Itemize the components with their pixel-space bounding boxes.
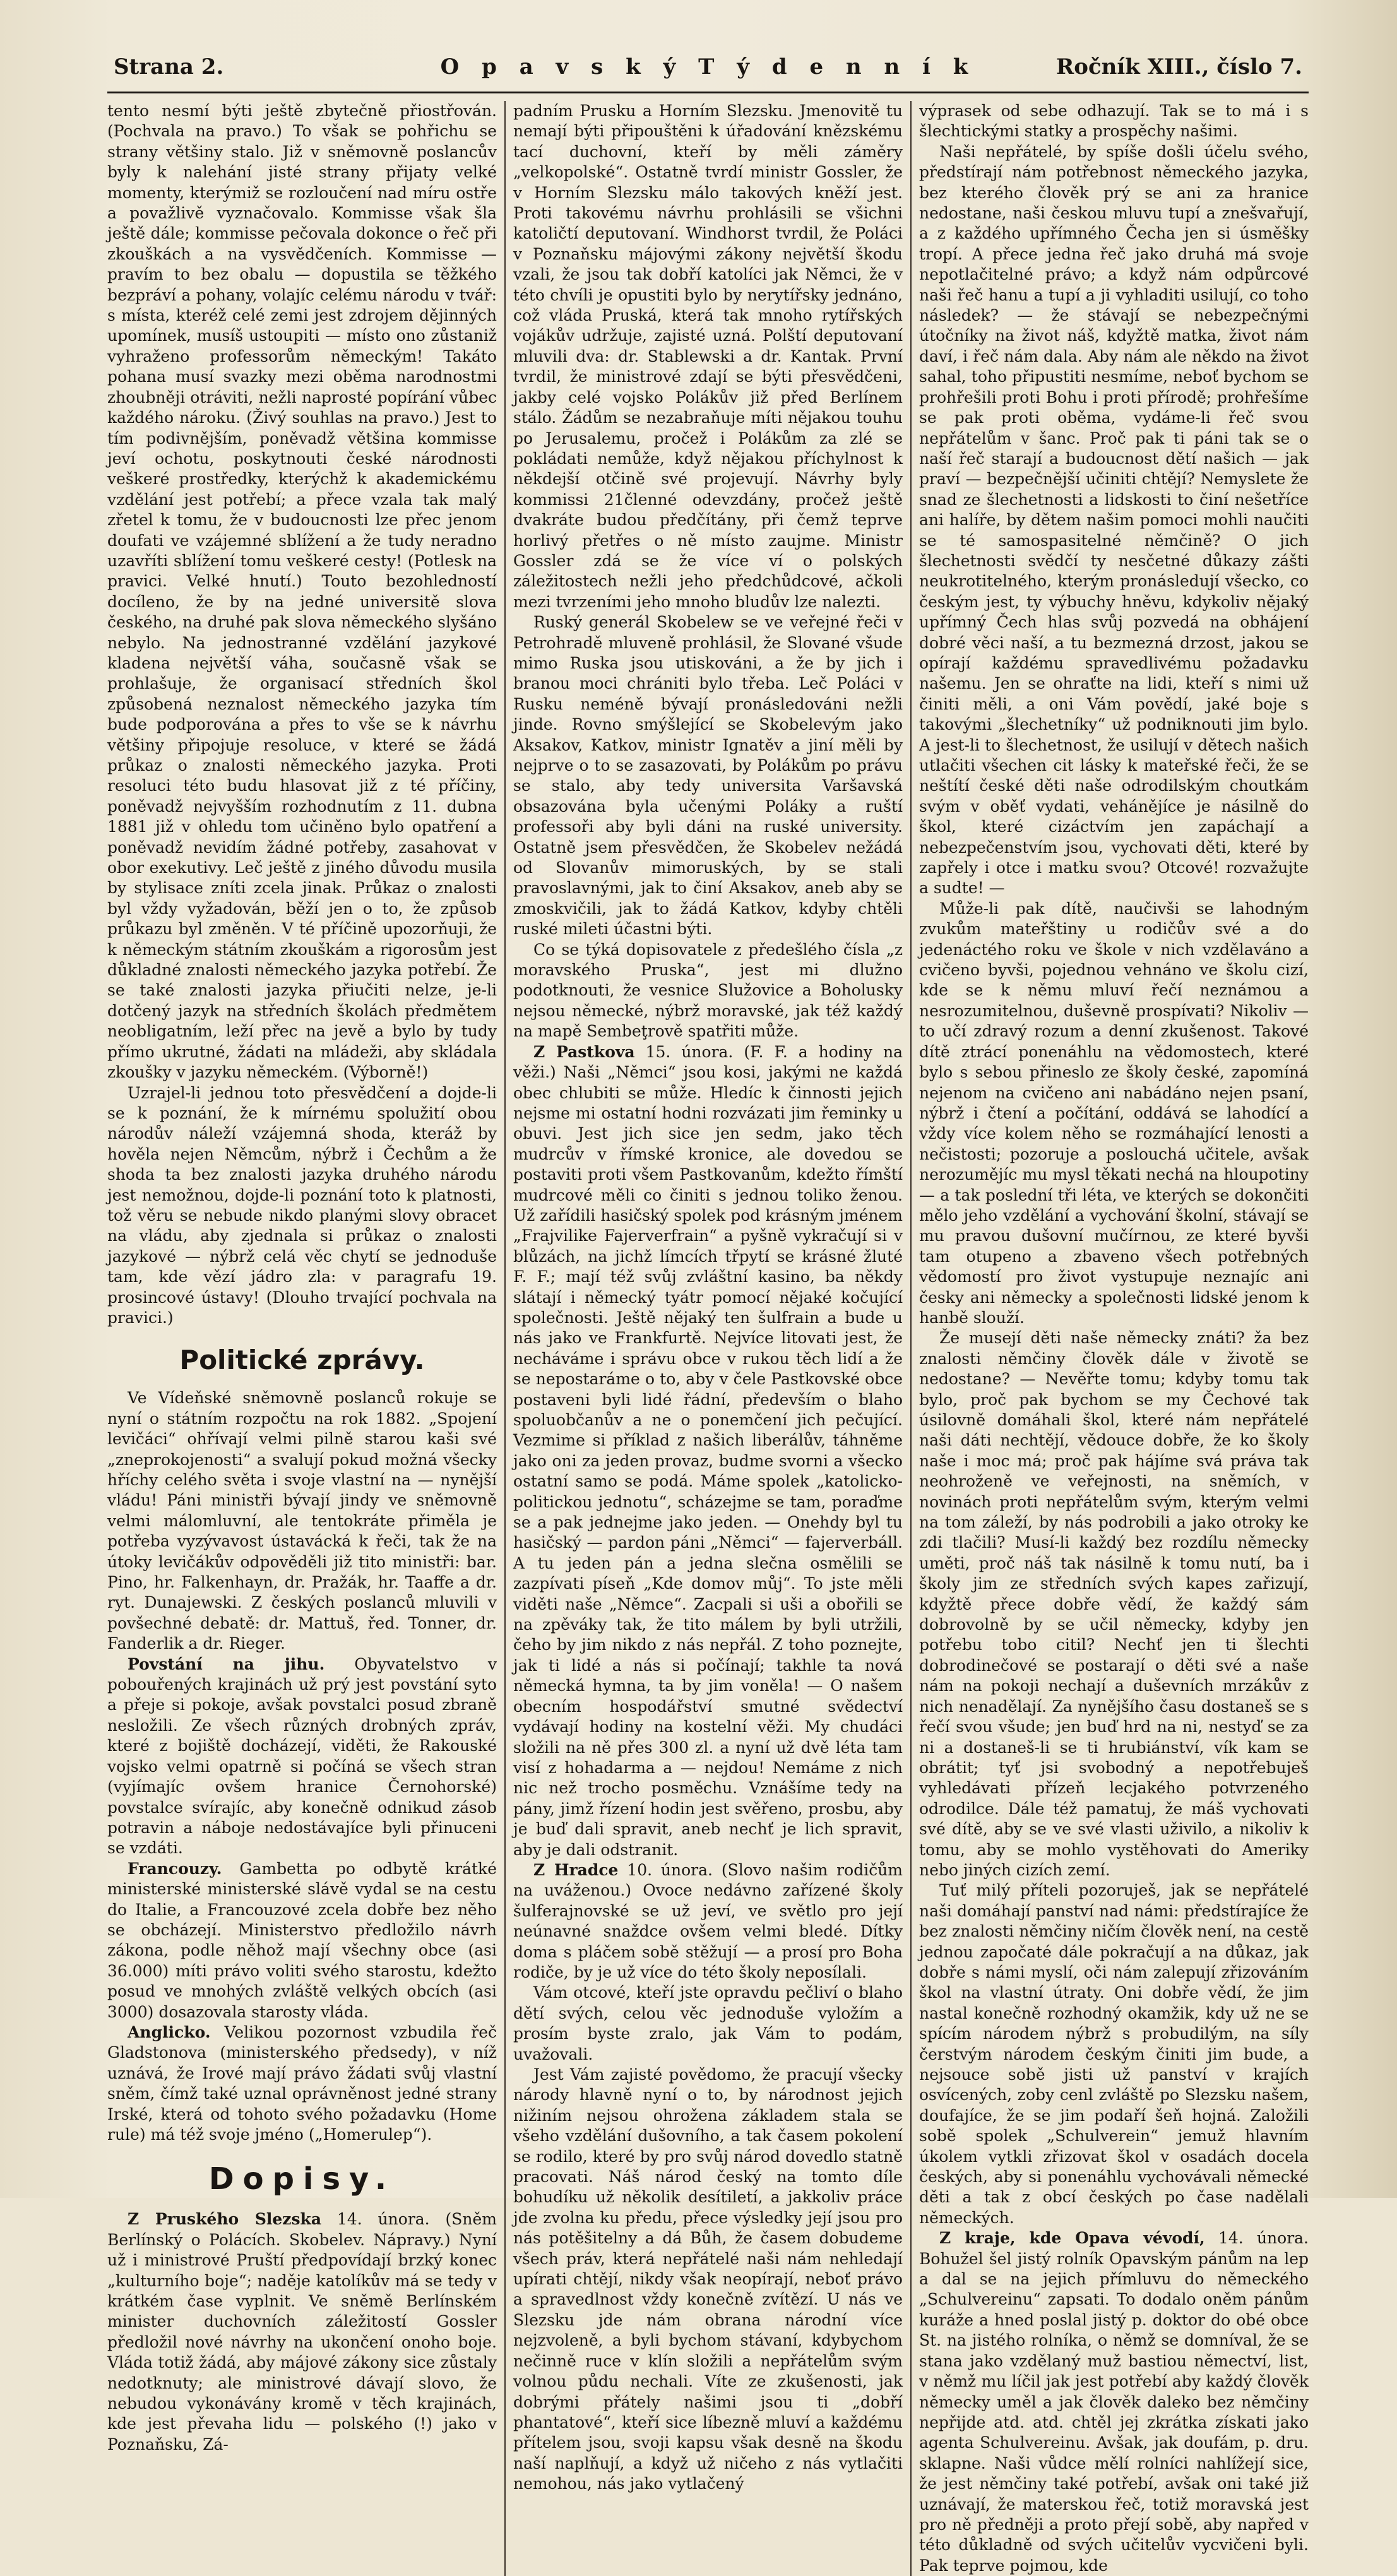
letter-item-text: 14. února. (Sněm Berlínský o Polácích. Skobelev. Nápravy.) Nyní už i ministrové Pruští předpovídají brzký konec „kulturního boje“; naděje katolíkův má se tedy v krátkém čase vyplnit. Ve sněmě Berlínském minister duchovních záležitostí Gossler předložil nové návrhy na ukončení onoho boje. Vláda totiž žádá, aby májové zákony sice zůstaly nedotknuty; ale ministrové dávají slovo, že nebudou vykonávány kromě v těch krajinách, kde jest převaha lidu — polského (!) jako v Poznaňsku, Zá- [107, 2210, 497, 2454]
news-item [107, 1859, 497, 2022]
paragraph: Jest Vám zajisté povědomo, že pracují všecky národy hlavně nyní o to, by národnost jejich nižiním nejsou ohrožena základem stala se všeho vzdělání dušovního, a tak časem pokolení se rodilo, které by pro svůj národ dovedlo statně pracovati. Náš národ český na tomto díle bohudíku už několik desítiletí, a jakkoliv práce jde zvolna ku předu, přece výsledky její jsou pro nás potěšitelny a dá Bůh, že časem dobudeme všech práv, která nepřátelé naši nám nehledají upírati chtějí, nikdy však neopírají, neboť právo a spravedlnost vždy konečně zvítězí. U nás ve Slezsku jde nám obrana národní více nejzvoleně, a byli bychom stávaní, kdybychom nečinně ruce v klín složili a nepřátelům svým volnou půdu nechali. Víte ze zkušenosti, jak dobrými přátely našimi jsou ti „dobří phantatové“, kteří sice líbezně mluví a každému přítelem jsou, svoji kapsu však desně na škodu naší naplňují, a když už ničeho z nás vytlačiti nemohou, nás jako vytlačený [513, 2065, 903, 2493]
news-item-text: Obyvatelstvo v pobouřených krajinách už prý jest povstání syto a přeje si pokoje, avšak povstalci posud zbraně nesložili. Ze všech různých drobných zpráv, které z bojiště docházejí, viděti, že Rakouské vojsko velmi opatrně si počíná se všech stran (vyjímajíc ovšem hranice Černohorské) povstalce svírajíc, aby konečně odnikud zásob potravin a náboje nedostávajíce byli přinuceni se vzdáti. [107, 1654, 497, 1858]
paragraph: tento nesmí býti ještě zbytečně přiostřován. (Pochvala na pravo.) To však se pohřichu se strany většiny stalo. Již v sněmovně poslancův byly k nalehání jisté strany přijaty velké momenty, kterýmiž se rozloučení nad míru ostře a považlivě vyznačovalo. Kommisse však šla ještě dále; kommisse pečovala dokonce o řeč při zkouškách a na vysvědčeních. Kommisse — pravím to bez obalu — dopustila se těžkého bezpráví a pohany, volajíc celému národu v tvář: s místa, kteréž celé zemi jest zdrojem dějinných upomínek, musíš ustoupiti — místo ono zůstaniž vyhraženo professorům německým! Takáto pohana musí svazky mezi oběma narodnostmi zhoubněji otráviti, nežli naprosté popírání vůbec každého nároku. (Živý souhlas na pravo.) Jest to tím podivnějším, poněvadž většina kommisse jeví ochotu, poskytnouti české národnosti veškeré prostředky, kterýchž k akademickému vzdělání jest potřebí; a přece vzala tak malý zřetel k tomu, že v budoucnosti lze přec jenom doufati ve vzájemné sblížení a že tudy neradno uzavříti sblížení tomu veškeré cesty! (Potlesk na pravici. Velké hnutí.) Touto bezohledností docíleno, že by na jedné universitě slova českého, na druhé pak slova německého slyšáno nebylo. Na jednostranné vzdělání jazykové kladena největší váha, současně však se prohlašuje, že organisací středních škol způsobená neznalost německého jazyka tím bude podporována a přes to vše se k návrhu většiny připojuje resoluce, v které se žádá průkaz o znalosti německého jazyka. Proti resoluci této budu hlasovat již z té příčiny, poněvadž nejvyšším rozhodnutím z 11. dubna 1881 již v ohledu tom učiněno bylo opatření a poněvadž nevidím žádné potřeby, zasahovat v obor exekutivy. Leč ještě z jiného důvodu musila by stylisace zníti zcela jinak. Průkaz o znalosti byl vždy vyžadován, běží jen o to, že způsob průkazu byl změněn. V té příčině upozorňuji, že k německým státním zkouškám a rigorosům jest důkladné znalosti německého jazyka potřebí. Že se také znalosti jazyka přiučiti nelze, je-li dotčený jazyk na středních školách předmětem neobligatním, leží přec na jevě a bylo by tudy přímo ukrutné, žádati na mládeži, aby skládala zkoušky v jazyku německém. (Výborně!) [107, 102, 497, 1082]
letter-item-text: 10. února. (Slovo našim rodičům na uváženou.) Ovoce nedávno zařízené školy šulferajnovské se už jeví, ve světlo pro její neúnavné snaždce ovšem velmi bledé. Dítky doma s pláčem sobě stěžují — a prosí pro Boha rodiče, by je už více do této školy neposílali. [513, 1860, 903, 1981]
paragraph: Ruský generál Skobelew se ve veřejné řeči v Petrohradě mluveně prohlásil, že Slované všude mimo Ruska jsou utiskováni, a že by jich i branou moci chrániti bylo třeba. Leč Poláci v Rusku neméně bývají pronásledováni nežli jinde. Rovno smýšlející se Skobelevým jako Aksakov, Katkov, ministr Ignatěv a jiní měli by nejprve o to se zasazovati, by Polákům po právu se stalo, aby tedy universita Varšavská obsazována byla učenými Poláky a ruští professoři aby byli dáni na ruské university. Ostatně jsem přesvědčen, že Skobelev nežádá od Slovanův mimoruských, by se stali pravoslavnými, jak to činí Aksakov, aneb aby se zmoskvičili, jak to žádá Katkov, kdyby chtěli ruské mileti účastni býti. [513, 613, 903, 939]
column-1 [107, 101, 497, 2576]
news-item [107, 1654, 497, 1859]
news-item-text: Gambetta po odbytě krátké ministerské ministerské slávě vydal se na cestu do Italie, a Francouzové zcela dobře bez něho se obcházejí. Ministerstvo předložilo návrh zákona, podle něhož mají všechny obce (asi 36.000) míti právo voliti svého starostu, kdežto posud ve mnohých zvláště velkých obcích (asi 3000) dosazovala starosty vláda. [107, 1859, 497, 2021]
news-item [107, 2022, 497, 2145]
paragraph: Uzrajel-li jednou toto přesvědčení a dojde-li se k poznání, že k mírnému spolužití obou národův náleží vzájemná shoda, kteráž by hověla nejen Němcům, nýbrž i Čechům a že shoda ta bez znalosti jazyka druhého národu jest nemožnou, dojde-li poznání toto k platnosti, tož věru se nebude nikdo planými slovy obracet na vládu, aby zjednala si průkaz o znalosti jazykové — nýbrž celá věc chytí se jednoduše tam, kde vězí jádro zla: v paragrafu 19. prosincové ústavy! (Dlouho trvající pochvala na pravici.) [107, 1083, 497, 1327]
letter-item [513, 1042, 903, 1860]
letter-item-lead: Z kraje, kde Opava vévodí, [939, 2229, 1205, 2248]
letter-item [919, 2228, 1309, 2576]
paragraph: Vám otcové, kteří jste opravdu pečliví o blaho dětí svých, celou věc jednoduše vyložím a prosím byste zralo, jak Vám to podám, uvažovali. [513, 1983, 903, 2063]
paragraph: padním Prusku a Horním Slezsku. Jmenovitě tu nemají býti připouštěni k úřadování knězskému tací duchovní, kteří by měli záměry „velkopolské“. Ostatně tvrdí ministr Gossler, že v Horním Slezsku málo takových kněží jest. Proti takovému návrhu prohlásili se všichni katoličtí deputovaní. Windhorst tvrdil, že Poláci v Poznaňsku májovými zákony největší škodu vzali, že jsou tak dobří katolíci jak Němci, že v této chvíli je opustiti bylo by nerytířsky jednáno, což vláda Pruská, která tak mnoho rytířských vojákův udržuje, zajisté uzná. Polští deputovaní mluvili dva: dr. Stablewski a dr. Kantak. První tvrdil, že ministrové zdají se býti přesvědčeni, jakby celé vojsko Polákův již před Berlínem stálo. Žádům se nezabraňuje míti nějakou touhu po Jerusalemu, pročež i Polákům za zlé se pokládati nemůže, když nějakou příchylnost k někdejší otčině své projevují. Návrhy byly kommissi 21členné odevzdány, pročež ještě dvakráte budou předčítány, při čemž teprve horlivý přetřes o ně místo zaujme. Ministr Gossler zdá se že více ví o polských záležitostech nežli jeho předchůdcové, ačkoli mezi tvrzeními jeho mnoho bludův lze nalezti. [513, 102, 903, 611]
paragraph: Ve Vídeňské sněmovně poslanců rokuje se nyní o státním rozpočtu na rok 1882. „Spojení levičáci“ ohřívají velmi pilně starou kaši své „zneprokojenosti“ a svalují pokud možná všecky hříchy celého světa i svoje vlastní na — nynější vládu! Páni ministři bývají jindy ve sněmovně velmi málomluvní, ale tentokráte přiměla je potřeba vyzývavost ústavácká k řeči, tak že na útoky levičákův odpověděli již tito ministři: bar. Pino, hr. Falkenhayn, dr. Pražák, hr. Taaffe a dr. ryt. Dunajewski. Z českých poslanců mluvili v povšechné debatě: dr. Mattuš, řed. Tonner, dr. Fanderlik a dr. Rieger. [107, 1389, 497, 1653]
letter-item-lead: Z Pastkova [533, 1042, 635, 1061]
page-header [114, 49, 1302, 87]
paragraph: Může-li pak dítě, naučivši se lahodným zvukům mateřštiny u rodičův své a do jedenáctého roku ve škole v nich vzdělaváno a cvičeno byvši, pojednou vehnáno ve školu cizí, kde se k němu mluví řečí neznámou a nesrozumitelnou, duševně prospívati? Nikoliv — to učí zdravý rozum a denní zkušenost. Takové dítě ztrácí ponenáhlu na vědomostech, které bylo s sebou přineslo ze školy české, zapomíná nejenom na cvičeno ani nabádáno nejen psaní, nýbrž i čtení a počítání, oddává se lahodící a vždy více kolem něho se rozmáhající lenosti a nečistosti; pozoruje a poslouchá učitele, avšak nerozumějíc mu mysl těkati nechá na hloupotiny — a tak poslední tři léta, ve kterých se dokončiti mělo jeho vzdělání a vychování školní, stávají se mu pravou dušovní mučírnou, ze které byvši tam otupeno a zbaveno všech potřebných vědomostí pro život vystupuje neznajíc ani česky ani německy a společnosti lidské jenom k hanbě slouží. [919, 899, 1309, 1327]
letter-item-lead: Z Pruského Slezska [128, 2210, 322, 2229]
section-heading-dopisy: Dopisy. [208, 2161, 396, 2197]
news-item-lead: Francouzy. [128, 1859, 222, 1878]
letter-item-text: 14. února. Bohužel šel jistý rolník Opavským pánům na lep a dal se na jejich přímluvu do německého „Schulvereinu“ zapsati. To dodalo oněm pánům kuráže a hned poslal jistý p. doktor do obé obce St. na jistého rolníka, o němž se domníval, že se stana jako vzdělaný muž bastiou němectví, list, v němž mu líčil jak jest potřebí aby každý člověk německy uměl a jak člověk daleko bez němčiny nepřijde atd. atd. chtěl jej zkrátka získati jako agenta Schulvereinu. Avšak, jak doufám, p. dru. sklapne. Naši vůdce mělí rolníci nahlížejí sice, že jest němčiny také potřebí, avšak oni také již uznávají, že materskou řeč, totiž moravská jest pro ně předněji a proto přejí sobě, aby napřed v této důkladně od svých učitelův vycvičeni byli. Pak teprve pojmou, kde [919, 2229, 1309, 2575]
news-item-lead: Anglicko. [128, 2022, 211, 2041]
letter-item [513, 1860, 903, 1983]
news-item-text: Velikou pozornost vzbudila řeč Gladstonova (ministerského předsedy), v níž uznává, že Irové mají právo žádati svůj vlastní sněm, čímž také uznal oprávněnost jedné strany Irské, která od tohoto svého požadavku (Home rule) má též svoje jméno („Homerulер“). [107, 2022, 497, 2144]
letter-item-text: 15. února. (F. F. a hodiny na věži.) Naši „Němci“ jsou kosi, jakými ne každá obec chlubiti se může. Hledíc k činnosti jejich nejsme mi ostatní hodni rozvázati jim řeminky u obuvi. Jest jich sice jen sedm, jako těch mudrcův v římské kronice, ale dovedou se postaviti proti všem Pastkovanům, kdežto římští mudrcové měli co činiti s jednou toliko ženou. Už zařídili hasičský spolek pod krásným jménem „Frajvilike Fajerverfrain“ a pyšně vykračují si v blůzách, na jichž límcích třpytí se krásné žluté F. F.; mají též svůj zvláštní kasino, ba někdy slátají i německý tyátr pomocí nějaké kočující společnosti. Ještě nějaký ten šulfrain a bude u nás jako ve Frankfurtě. Nejvíce litovati jest, že necháváme i správu obce v rukou těch lidí a že se nepostaráme o to, aby v čele Pastkovské obce postaveni byli lidé řádní, především o blaho spoluobčanův a ne o ponemčení jich pečující. Vezmime si příklad z našich liberálův, táhněme jako oni za jeden provaz, budme svorni a všecko ostatní samo se podá. Máme spolek „katolicko-politickou jednotu“, scházejme se tam, poraďme se a pak jednejme jako jeden. — Onehdy byl tu hasičský — pardon páni „Němci“ — fajerverbáll. A tu jeden pán a jedna slečna osmělili se zazpívati píseň „Kde domov můj“. To jste měli viděti naše „Němce“. Zacpali si uši a obořili se na zpěváky tak, že tito málem by byli utržili, čeho by jim nikdo z nás nepřál. Z toho poznejte, jak ti lidé a nás si počínají; takhle ta nová německá hymna, ta by jim voněla! — O našem obecním hospodářství smutné svědectví vydávají hodiny na kostelní věži. My chudáci složili na ně přes 300 zl. a nyní už dvě léta tam visí z hohadarma a — nejdou! Nemáme z nich nic než trocho posměchu. Vznášíme tedy na pány, jimž řízení hodin jest svěřeno, prosbu, aby je buď dali spravit, aneb nechť je lich spravit, aby je dali odstranit. [513, 1042, 903, 1859]
paragraph: Co se týká dopisovatele z předešlého čísla „z moravského Pruska“, jest mi dlužno podotknouti, že vesnice Služovice a Boholusky nejsou německé, nýbrž moravské, jak též každý na mapě Sembeţrově spatřiti může. [513, 940, 903, 1041]
issue-info: Ročník XIII., číslo 7. [1056, 54, 1302, 80]
column-3 [919, 101, 1309, 2576]
column-2 [513, 101, 903, 2576]
paragraph: Naši nepřátelé, by spíše došli účelu svého, předstírají nám potřebnost německého jazyka, bez kterého člověk prý se ani za hranice nedostane, naši českou mluvu tupí a znešvařují, a z každého upřímného Čecha jen si úsměšky tropí. A přece jedna řeč jako druhá má svoje nepotlačitelné právo; a když nám odpůrcové naši řeč hanu a tupí a ji vyhladiti usilují, co toho následek? — že stávají se nebezpečnými útočníky na život náš, kdyžtě matka, život nám daví, i řeč nám dala. Aby nám ale někdo na život sahal, toho připustiti nesmíme, neboť bychom se prohřešili proti Bohu i proti přírodě; prohřešíme se pak proti oběma, vydáme-li řeč svou nepřátelům v šanc. Proč pak ti páni tak se o naší řeč starají a budoucnost dětí našich — jak praví — bezpečnější učiniti chtějí? Nemyslete že snad ze šlechetnosti a lidskosti to činí nešetříce ani halíře, by dětem našim pomoci mohli naučiti se té samospasitelné němčině? O jich šlechetnosti svědčí ty nesčetné důkazy zášti neukrotitelného, kterým pronásledují všecko, co českým jest, ty výbuchy hněvu, kdykoliv nějaký upřímný Čech hlas svůj pozvedá na obhájení dobré věci naší, a tu bezmezná drzost, jakou se opírají každému spravedlivému požadavku našemu. Jen se ohraťte na lidi, kteří s nimi už činiti měli, a oni Vám povědí, jaké boje s takovými „šlechetníky“ už podniknouti jim bylo. A jest-li to šlechetnost, že usilují v dětech našich utlačiti všechen cit lásky k mateřské řeči, že se neštítí české děti naše odrodilským choutkám svým v oběť vydati, vehánějíce je násilně do škol, které cizáctvím jen zapáchají a nebezpečenstvím jsou, vychovati děti, které by zapřely i otce i matku svou? Otcové! rozvažujte a sudte! — [919, 142, 1309, 898]
page-number: Strana 2. [114, 54, 224, 80]
letter-item [107, 2209, 497, 2455]
paragraph: výprasek od sebe odhazují. Tak se to má i s šlechtickými statky a prospěchy našimi. [919, 102, 1309, 141]
letter-item-lead: Z Hradce [533, 1860, 619, 1879]
paragraph: Že musejí děti naše německy znáti? ža bez znalosti němčiny člověk dále v životě se nedostane? — Nevěřte tomu; kdyby tomu tak bylo, proč pak bychom se my Čechové tak úsilovně domáhali škol, které nám nepřátelé naši dáti nechtějí, vědouce dobře, že ko školy naše i moc má; proč pak hájíme svá práva tak neohroženě ve veřejnosti, na sněmích, v novinách proti nepřátelům svým, kterým velmi na tom záleží, by nás podrobili a jako otroky ke zdi tlačili? Musí-li každý bez rozdílu německy uměti, proč náš tak násilně k tomu nutí, ba i školy jim ze středních svých kapes zařizují, kdyžtě přece dobře vědí, že každý sám dobrovolně by se učil německy, kdyby jen potřebu tobo citil? Nechť jen ti šlechti dobrodinečové se postarají o děti své a naše nám na pokoji nechají a duševních mrzákův z nich nenadělají. Za nynějšího času dostaneš se s řečí svou všude; jen buď hrd na ni, nestyď se za ni a dostaneš-li se ti hrubiánství, vík kam se obrátit; tyť jsi svobodný a nepotřebuješ vyhledávati přízeň lecjakého potvrzeného odrodilce. Dále též pamatuj, že máš vychovati své dítě, aby se ve své vlasti uživilo, a nikoliv k tomu, aby se mohlo vystěhovati do Ameriky nebo jiných cizích zemí. [919, 1329, 1309, 1879]
header-rule [107, 92, 1309, 93]
paragraph: Tuť milý příteli pozoruješ, jak se nepřátelé naši domáhají panství nad námi: předstírajíce že bez znalosti němčiny ničím člověk není, na cestě jednou započaté dále pokračují a na důkaz, jak dobře s námi myslí, oči nám zalepují zřizováním škol na vlastní útraty. Oni dobře vědí, že jim nastal konečně rozhodný okamžik, kdy už ne se spícím národem nýbrž s probudilým, na síly čerstvým národem českým činiti jim bude, a nejsouce sobě jisti už panství v krajích osvícených, zoby cenl zvláště po Slezsku našem, doufajíce, že se jim podaří šeň hojná. Založili sobě spolek „Schulverein“ jemuž hlavním úkolem vytkli zřizovat škol v osadách docela českých, aby si ponenáhlu vychovávali německé děti a tak z obcí českých po čase nadělali německých. [919, 1881, 1309, 2227]
newspaper-title: O p a v s k ý T ý d e n n í k [440, 54, 976, 80]
section-heading-politicke-zpravy: Politické zprávy. [179, 1344, 425, 1376]
news-item-lead: Povstání na jihu. [128, 1654, 325, 1673]
article-columns [107, 101, 1309, 2575]
